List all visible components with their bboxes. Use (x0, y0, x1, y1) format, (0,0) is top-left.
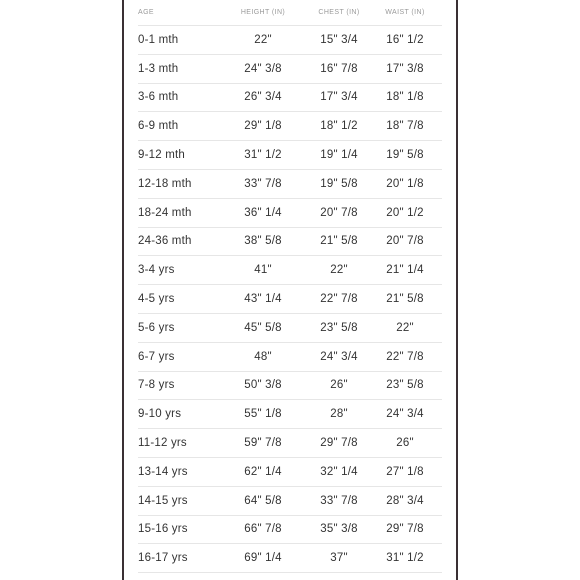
cell-waist: 20" 1/2 (386, 206, 424, 219)
table-row (138, 55, 442, 84)
table-row (138, 372, 442, 401)
table-row (138, 314, 442, 343)
table-row (138, 26, 442, 55)
cell-age: 3-4 yrs (138, 264, 175, 277)
cell-age: 6-7 yrs (138, 350, 175, 363)
cell-height: 36" 1/4 (244, 206, 282, 219)
cell-chest: 32" 1/4 (320, 465, 358, 478)
table-row (138, 170, 442, 199)
cell-height: 69" 1/4 (244, 552, 282, 565)
cell-height: 59" 7/8 (244, 437, 282, 450)
cell-waist: 18" 1/8 (386, 91, 424, 104)
table-header-row (138, 0, 442, 26)
cell-age: 4-5 yrs (138, 293, 175, 306)
size-chart-table (138, 0, 442, 573)
cell-age: 11-12 yrs (138, 437, 187, 450)
size-chart-panel (124, 0, 456, 580)
cell-waist: 18" 7/8 (386, 120, 424, 133)
table-row (138, 516, 442, 545)
cell-age: 0-1 mth (138, 33, 179, 46)
header-age: AGE (138, 9, 154, 16)
table-row (138, 429, 442, 458)
cell-height: 22" (254, 33, 272, 46)
cell-height: 38" 5/8 (244, 235, 282, 248)
cell-height: 45" 5/8 (244, 321, 282, 334)
cell-age: 12-18 mth (138, 177, 192, 190)
cell-chest: 37" (330, 552, 348, 565)
cell-waist: 16" 1/2 (386, 33, 424, 46)
cell-height: 43" 1/4 (244, 293, 282, 306)
table-row (138, 487, 442, 516)
table-body (138, 26, 442, 573)
cell-waist: 20" 7/8 (386, 235, 424, 248)
cell-age: 18-24 mth (138, 206, 192, 219)
cell-age: 9-12 mth (138, 149, 185, 162)
cell-waist: 26" (396, 437, 414, 450)
cell-chest: 19" 5/8 (320, 177, 358, 190)
cell-age: 9-10 yrs (138, 408, 182, 421)
cell-waist: 31" 1/2 (386, 552, 424, 565)
cell-age: 15-16 yrs (138, 523, 188, 536)
cell-chest: 16" 7/8 (320, 62, 358, 75)
cell-waist: 22" (396, 321, 414, 334)
cell-waist: 21" 1/4 (386, 264, 424, 277)
cell-chest: 23" 5/8 (320, 321, 358, 334)
cell-chest: 22" (330, 264, 348, 277)
cell-age: 6-9 mth (138, 120, 179, 133)
cell-age: 13-14 yrs (138, 465, 188, 478)
cell-height: 66" 7/8 (244, 523, 282, 536)
right-border (456, 0, 458, 580)
cell-waist: 19" 5/8 (386, 149, 424, 162)
cell-waist: 17" 3/8 (386, 62, 424, 75)
header-height: HEIGHT (IN) (240, 9, 286, 16)
cell-age: 16-17 yrs (138, 552, 188, 565)
table-row (138, 84, 442, 113)
cell-chest: 20" 7/8 (320, 206, 358, 219)
table-row (138, 141, 442, 170)
table-row (138, 256, 442, 285)
table-row (138, 458, 442, 487)
cell-height: 64" 5/8 (244, 494, 282, 507)
cell-height: 31" 1/2 (244, 149, 282, 162)
table-row (138, 544, 442, 573)
cell-height: 24" 3/8 (244, 62, 282, 75)
cell-height: 26" 3/4 (244, 91, 282, 104)
header-waist: WAIST (IN) (385, 9, 425, 16)
cell-chest: 22" 7/8 (320, 293, 358, 306)
cell-height: 48" (254, 350, 272, 363)
cell-age: 14-15 yrs (138, 494, 188, 507)
cell-age: 5-6 yrs (138, 321, 175, 334)
cell-chest: 19" 1/4 (320, 149, 358, 162)
cell-waist: 20" 1/8 (386, 177, 424, 190)
cell-waist: 21" 5/8 (386, 293, 424, 306)
cell-age: 3-6 mth (138, 91, 179, 104)
cell-height: 62" 1/4 (244, 465, 282, 478)
cell-chest: 28" (330, 408, 348, 421)
cell-chest: 18" 1/2 (320, 120, 358, 133)
cell-chest: 15" 3/4 (320, 33, 358, 46)
cell-waist: 28" 3/4 (386, 494, 424, 507)
cell-age: 1-3 mth (138, 62, 179, 75)
cell-age: 7-8 yrs (138, 379, 175, 392)
cell-height: 41" (254, 264, 272, 277)
cell-chest: 17" 3/4 (320, 91, 358, 104)
table-row (138, 400, 442, 429)
cell-height: 29" 1/8 (244, 120, 282, 133)
cell-waist: 22" 7/8 (386, 350, 424, 363)
header-chest: CHEST (IN) (318, 9, 360, 16)
cell-height: 33" 7/8 (244, 177, 282, 190)
table-row (138, 112, 442, 141)
cell-chest: 35" 3/8 (320, 523, 358, 536)
table-row (138, 343, 442, 372)
cell-height: 50" 3/8 (244, 379, 282, 392)
cell-chest: 33" 7/8 (320, 494, 358, 507)
cell-height: 55" 1/8 (244, 408, 282, 421)
cell-waist: 24" 3/4 (386, 408, 424, 421)
cell-chest: 24" 3/4 (320, 350, 358, 363)
cell-waist: 27" 1/8 (386, 465, 424, 478)
table-row (138, 285, 442, 314)
cell-waist: 29" 7/8 (386, 523, 424, 536)
cell-chest: 21" 5/8 (320, 235, 358, 248)
cell-chest: 29" 7/8 (320, 437, 358, 450)
table-row (138, 199, 442, 228)
cell-age: 24-36 mth (138, 235, 192, 248)
table-row (138, 228, 442, 257)
cell-waist: 23" 5/8 (386, 379, 424, 392)
cell-chest: 26" (330, 379, 348, 392)
